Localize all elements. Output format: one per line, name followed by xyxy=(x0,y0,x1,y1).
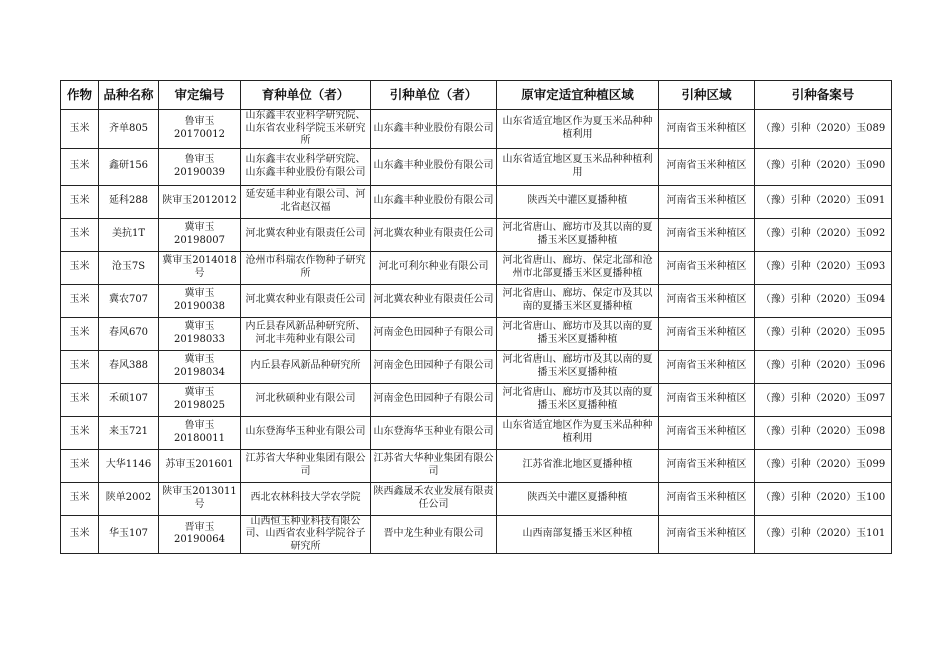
cell-variety-name: 沧玉7S xyxy=(99,251,159,284)
table-row xyxy=(61,148,892,185)
cell-introducer: 山东鑫丰种业股份有限公司 xyxy=(371,185,497,218)
header-original-region: 原审定适宜种植区域 xyxy=(497,81,659,110)
cell-approval-number: 冀审玉20198033 xyxy=(159,317,241,350)
cell-approval-number: 冀审玉20190038 xyxy=(159,284,241,317)
cell-approval-number: 冀审玉20198034 xyxy=(159,350,241,383)
cell-introducer: 山东登海华玉种业有限公司 xyxy=(371,416,497,449)
cell-crop: 玉米 xyxy=(61,284,99,317)
header-row xyxy=(61,81,892,110)
cell-filing-number: （豫）引种（2020）玉099 xyxy=(755,449,892,482)
cell-breeder: 江苏省大华种业集团有限公司 xyxy=(241,449,371,482)
cell-breeder: 山西恒玉种业科技有限公司、山西省农业科学院谷子研究所 xyxy=(241,515,371,554)
cell-filing-number: （豫）引种（2020）玉097 xyxy=(755,383,892,416)
cell-introduction-region: 河南省玉米种植区 xyxy=(659,515,755,554)
header-introducer: 引种单位（者） xyxy=(371,81,497,110)
cell-introducer: 河北冀农种业有限责任公司 xyxy=(371,284,497,317)
cell-original-region: 陕西关中灌区夏播种植 xyxy=(497,482,659,515)
cell-variety-name: 华玉107 xyxy=(99,515,159,554)
table-row xyxy=(61,350,892,383)
cell-breeder: 河北冀农种业有限责任公司 xyxy=(241,218,371,251)
cell-variety-name: 春风670 xyxy=(99,317,159,350)
cell-approval-number: 冀审玉2014018号 xyxy=(159,251,241,284)
cell-introduction-region: 河南省玉米种植区 xyxy=(659,416,755,449)
cell-introduction-region: 河南省玉米种植区 xyxy=(659,185,755,218)
table-row xyxy=(61,416,892,449)
cell-introduction-region: 河南省玉米种植区 xyxy=(659,148,755,185)
cell-introducer: 河北冀农种业有限责任公司 xyxy=(371,218,497,251)
cell-breeder: 河北冀农种业有限责任公司 xyxy=(241,284,371,317)
cell-breeder: 内丘县春风新品种研究所 xyxy=(241,350,371,383)
cell-variety-name: 延科288 xyxy=(99,185,159,218)
cell-approval-number: 苏审玉201601 xyxy=(159,449,241,482)
cell-introducer: 河南金色田园种子有限公司 xyxy=(371,350,497,383)
cell-introduction-region: 河南省玉米种植区 xyxy=(659,317,755,350)
cell-variety-name: 冀农707 xyxy=(99,284,159,317)
header-breeder: 育种单位（者） xyxy=(241,81,371,110)
cell-filing-number: （豫）引种（2020）玉090 xyxy=(755,148,892,185)
table-row xyxy=(61,317,892,350)
table-row xyxy=(61,218,892,251)
cell-crop: 玉米 xyxy=(61,218,99,251)
cell-breeder: 西北农林科技大学农学院 xyxy=(241,482,371,515)
cell-original-region: 河北省唐山、廊坊市及其以南的夏播玉米区夏播种植 xyxy=(497,218,659,251)
variety-introduction-table xyxy=(60,80,892,554)
cell-filing-number: （豫）引种（2020）玉094 xyxy=(755,284,892,317)
cell-approval-number: 冀审玉20198007 xyxy=(159,218,241,251)
cell-original-region: 河北省唐山、廊坊市及其以南的夏播玉米区夏播种植 xyxy=(497,317,659,350)
cell-variety-name: 大华1146 xyxy=(99,449,159,482)
table-row xyxy=(61,383,892,416)
cell-filing-number: （豫）引种（2020）玉101 xyxy=(755,515,892,554)
cell-original-region: 山东省适宜地区作为夏玉米品种种植利用 xyxy=(497,416,659,449)
cell-original-region: 山东省适宜地区夏玉米品种种植利用 xyxy=(497,148,659,185)
cell-introducer: 河南金色田园种子有限公司 xyxy=(371,317,497,350)
cell-filing-number: （豫）引种（2020）玉091 xyxy=(755,185,892,218)
header-approval-number: 审定编号 xyxy=(159,81,241,110)
table-row xyxy=(61,482,892,515)
table-row xyxy=(61,515,892,554)
cell-introducer: 山东鑫丰种业股份有限公司 xyxy=(371,148,497,185)
cell-original-region: 江苏省淮北地区夏播种植 xyxy=(497,449,659,482)
cell-introducer: 江苏省大华种业集团有限公司 xyxy=(371,449,497,482)
cell-crop: 玉米 xyxy=(61,251,99,284)
table-row xyxy=(61,185,892,218)
cell-breeder: 山东鑫丰农业科学研究院、山东省农业科学院玉米研究所 xyxy=(241,110,371,149)
cell-introduction-region: 河南省玉米种植区 xyxy=(659,218,755,251)
cell-introducer: 河南金色田园种子有限公司 xyxy=(371,383,497,416)
table-row xyxy=(61,110,892,149)
cell-approval-number: 鲁审玉20190039 xyxy=(159,148,241,185)
cell-variety-name: 禾硕107 xyxy=(99,383,159,416)
cell-introduction-region: 河南省玉米种植区 xyxy=(659,350,755,383)
cell-introduction-region: 河南省玉米种植区 xyxy=(659,110,755,149)
cell-variety-name: 齐单805 xyxy=(99,110,159,149)
cell-breeder: 河北秋硕种业有限公司 xyxy=(241,383,371,416)
cell-introducer: 晋中龙生种业有限公司 xyxy=(371,515,497,554)
cell-filing-number: （豫）引种（2020）玉089 xyxy=(755,110,892,149)
cell-crop: 玉米 xyxy=(61,515,99,554)
header-crop: 作物 xyxy=(61,81,99,110)
cell-introducer: 河北可利尔种业有限公司 xyxy=(371,251,497,284)
cell-crop: 玉米 xyxy=(61,482,99,515)
cell-breeder: 延安延丰种业有限公司、河北省赵汉福 xyxy=(241,185,371,218)
cell-original-region: 山东省适宜地区作为夏玉米品种种植利用 xyxy=(497,110,659,149)
cell-variety-name: 鑫研156 xyxy=(99,148,159,185)
cell-filing-number: （豫）引种（2020）玉093 xyxy=(755,251,892,284)
cell-variety-name: 美抗1T xyxy=(99,218,159,251)
header-variety-name: 品种名称 xyxy=(99,81,159,110)
cell-approval-number: 冀审玉20198025 xyxy=(159,383,241,416)
cell-crop: 玉米 xyxy=(61,350,99,383)
cell-crop: 玉米 xyxy=(61,148,99,185)
cell-approval-number: 陕审玉2013011号 xyxy=(159,482,241,515)
header-filing-number: 引种备案号 xyxy=(755,81,892,110)
table-row xyxy=(61,251,892,284)
cell-filing-number: （豫）引种（2020）玉098 xyxy=(755,416,892,449)
header-introduction-region: 引种区域 xyxy=(659,81,755,110)
table-row xyxy=(61,449,892,482)
cell-crop: 玉米 xyxy=(61,383,99,416)
cell-approval-number: 晋审玉20190064 xyxy=(159,515,241,554)
cell-filing-number: （豫）引种（2020）玉100 xyxy=(755,482,892,515)
cell-approval-number: 陕审玉2012012 xyxy=(159,185,241,218)
cell-approval-number: 鲁审玉20180011 xyxy=(159,416,241,449)
cell-filing-number: （豫）引种（2020）玉096 xyxy=(755,350,892,383)
table-row xyxy=(61,284,892,317)
cell-introduction-region: 河南省玉米种植区 xyxy=(659,251,755,284)
cell-filing-number: （豫）引种（2020）玉092 xyxy=(755,218,892,251)
cell-approval-number: 鲁审玉20170012 xyxy=(159,110,241,149)
cell-variety-name: 来玉721 xyxy=(99,416,159,449)
cell-breeder: 内丘县春风新品种研究所、河北丰苑种业有限公司 xyxy=(241,317,371,350)
cell-original-region: 河北省唐山、廊坊、保定北部和沧州市北部夏播玉米区夏播种植 xyxy=(497,251,659,284)
cell-breeder: 山东登海华玉种业有限公司 xyxy=(241,416,371,449)
cell-crop: 玉米 xyxy=(61,317,99,350)
cell-crop: 玉米 xyxy=(61,416,99,449)
cell-variety-name: 陕单2002 xyxy=(99,482,159,515)
cell-introduction-region: 河南省玉米种植区 xyxy=(659,449,755,482)
cell-introduction-region: 河南省玉米种植区 xyxy=(659,383,755,416)
cell-introducer: 山东鑫丰种业股份有限公司 xyxy=(371,110,497,149)
cell-crop: 玉米 xyxy=(61,185,99,218)
cell-original-region: 陕西关中灌区夏播种植 xyxy=(497,185,659,218)
cell-filing-number: （豫）引种（2020）玉095 xyxy=(755,317,892,350)
cell-original-region: 河北省唐山、廊坊市及其以南的夏播玉米区夏播种植 xyxy=(497,350,659,383)
cell-original-region: 河北省唐山、廊坊、保定市及其以南的夏播玉米区夏播种植 xyxy=(497,284,659,317)
cell-breeder: 山东鑫丰农业科学研究院、山东鑫丰种业股份有限公司 xyxy=(241,148,371,185)
cell-original-region: 河北省唐山、廊坊市及其以南的夏播玉米区夏播种植 xyxy=(497,383,659,416)
cell-crop: 玉米 xyxy=(61,110,99,149)
cell-breeder: 沧州市科瑞农作物种子研究所 xyxy=(241,251,371,284)
cell-introduction-region: 河南省玉米种植区 xyxy=(659,482,755,515)
cell-introducer: 陕西鑫晟禾农业发展有限责任公司 xyxy=(371,482,497,515)
cell-variety-name: 春风388 xyxy=(99,350,159,383)
cell-introduction-region: 河南省玉米种植区 xyxy=(659,284,755,317)
cell-crop: 玉米 xyxy=(61,449,99,482)
cell-original-region: 山西南部复播玉米区种植 xyxy=(497,515,659,554)
